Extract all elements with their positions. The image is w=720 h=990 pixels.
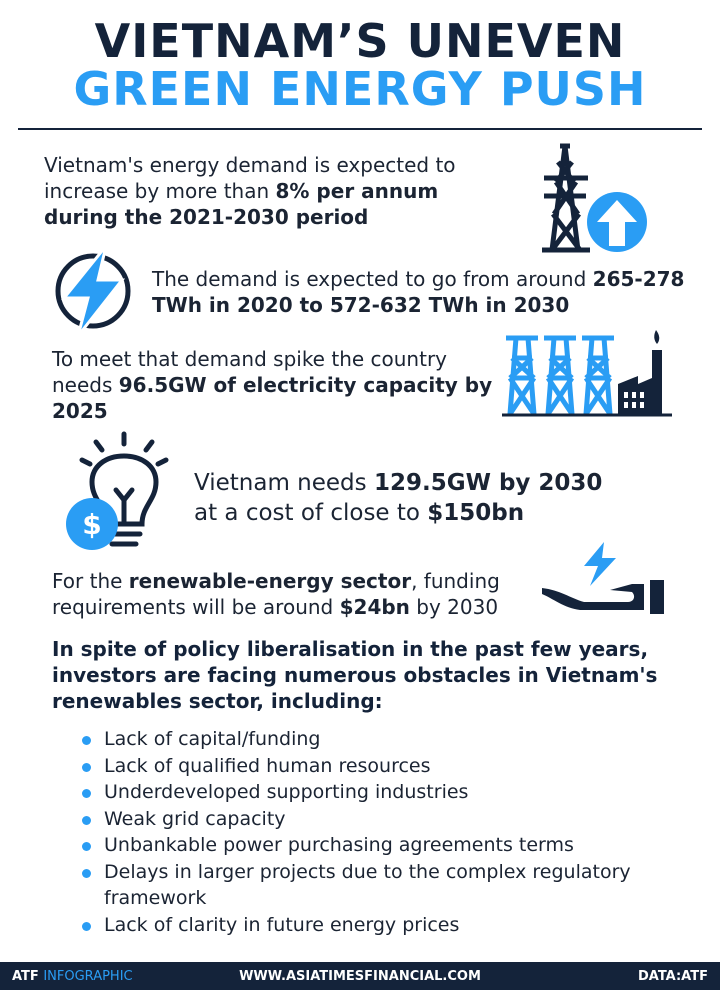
fact-demand-growth xyxy=(44,152,514,230)
list-item: Delays in larger projects due to the complex regulatory framework xyxy=(82,859,682,912)
list-item: Lack of clarity in future energy prices xyxy=(82,912,682,939)
fact-demand-range xyxy=(152,266,692,318)
fact-4-text-2: at a cost of close to xyxy=(194,500,428,526)
title-line-1: VIETNAM’S UNEVEN xyxy=(94,14,626,68)
list-item: Underdeveloped supporting industries xyxy=(82,779,682,806)
fact-5-highlight: renewable-energy sector xyxy=(128,569,412,593)
svg-text:$: $ xyxy=(82,508,102,541)
lightbulb-dollar-icon xyxy=(62,430,182,554)
list-item: Lack of qualified human resources xyxy=(82,753,682,780)
fact-5-highlight-2: $24bn xyxy=(339,595,410,619)
fact-renewable-funding xyxy=(52,568,542,620)
footer-bar xyxy=(0,962,720,990)
footer-brand-accent: INFOGRAPHIC xyxy=(43,969,133,984)
footer-brand-name: ATF xyxy=(12,969,39,984)
fact-3-text: To meet that demand spike the country needs xyxy=(52,347,448,397)
fact-2-text: The demand is expected to go from around xyxy=(152,267,593,291)
factory-towers-icon xyxy=(500,326,676,418)
list-item: Weak grid capacity xyxy=(82,806,682,833)
fact-4-highlight: 129.5GW by 2030 xyxy=(373,470,603,496)
fact-1-highlight: 8% per annum during the 2021-2030 period xyxy=(44,179,439,229)
fact-5-text-2: , funding requirements will be around xyxy=(52,569,500,619)
fact-5-text: For the xyxy=(52,569,129,593)
obstacles-list xyxy=(82,726,682,938)
fact-2-highlight: 265-278 TWh in 2020 to 572-632 TWh in 2030 xyxy=(152,267,685,317)
fact-4-highlight-2: $150bn xyxy=(427,500,525,526)
title-divider xyxy=(18,128,702,130)
list-item: Unbankable power purchasing agreements terms xyxy=(82,832,682,859)
fact-capacity-2030 xyxy=(194,468,634,528)
fact-5-text-3: by 2030 xyxy=(409,595,499,619)
fact-3-highlight: 96.5GW of electricity capacity by 2025 xyxy=(52,373,493,423)
fact-1-text: Vietnam's energy demand is expected to increase by more than xyxy=(44,153,456,203)
title-line-2: GREEN ENERGY PUSH xyxy=(73,62,647,116)
obstacles-intro: In spite of policy liberalisation in the past few years, investors are facing numerous obstacles in Vietnam's renewables sector, including: xyxy=(52,637,658,713)
lightning-bolt-icon xyxy=(52,244,134,338)
hand-energy-icon xyxy=(540,540,668,616)
footer-url[interactable]: WWW.ASIATIMESFINANCIAL.COM xyxy=(239,969,481,984)
list-item: Lack of capital/funding xyxy=(82,726,682,753)
fact-4-text: Vietnam needs xyxy=(194,470,374,496)
footer-source: DATA:ATF xyxy=(637,969,708,984)
fact-capacity-2025 xyxy=(52,346,502,424)
power-tower-arrow-up-icon xyxy=(522,142,652,254)
